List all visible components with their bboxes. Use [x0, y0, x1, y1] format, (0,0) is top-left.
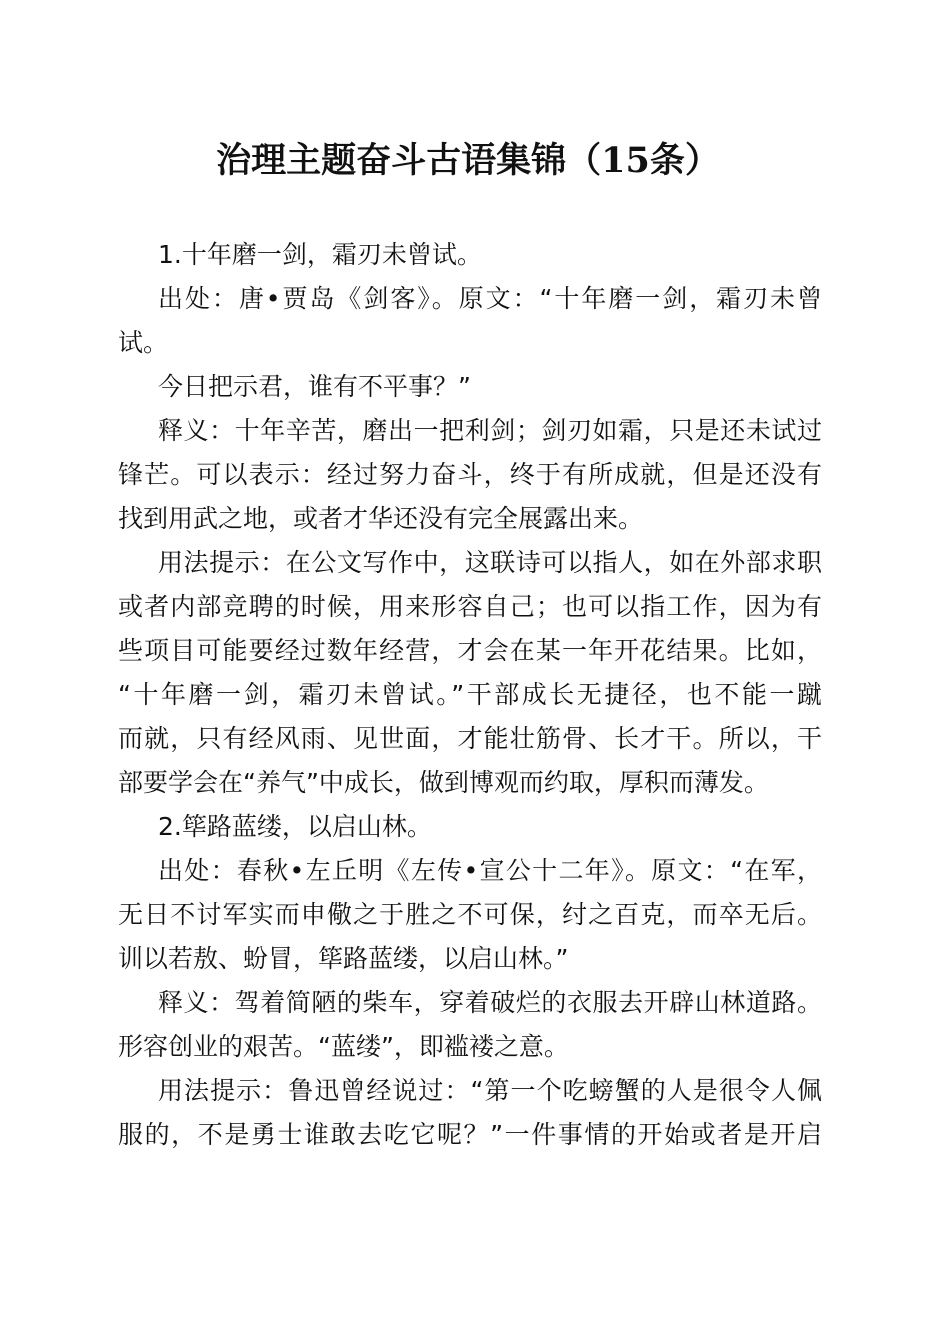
text-line: 今日把示君，谁有不平事？”	[158, 372, 471, 401]
text-line: 形容创业的艰苦。“蓝缕”，即褴褛之意。	[118, 1032, 569, 1061]
paragraph	[118, 1069, 822, 1157]
text-line: 或者内部竞聘的时候，用来形容自己；也可以指工作，因为有	[118, 592, 822, 621]
paragraph	[118, 981, 822, 1069]
paragraph	[118, 277, 822, 365]
text-line: 而就，只有经风雨、见世面，才能壮筋骨、长才干。所以，干	[118, 724, 822, 753]
paragraph	[118, 409, 822, 541]
paragraph	[118, 805, 822, 849]
text-line: 释义：十年辛苦，磨出一把利剑；剑刃如霜，只是还未试过	[158, 416, 822, 445]
text-line: 无日不讨军实而申儆之于胜之不可保，纣之百克，而卒无后。	[118, 900, 822, 929]
paragraph	[118, 233, 822, 277]
text-line: 出处：春秋•左丘明《左传•宣公十二年》。原文：“在军，	[158, 856, 822, 885]
text-line: 试。	[118, 328, 169, 357]
paragraph	[118, 541, 822, 805]
text-line: 服的，不是勇士谁敢去吃它呢？”一件事情的开始或者是开启	[118, 1120, 822, 1149]
document-title: 治理主题奋斗古语集锦（15条）	[216, 140, 720, 181]
paragraph	[118, 365, 822, 409]
text-line: 用法提示：在公文写作中，这联诗可以指人，如在外部求职	[158, 548, 822, 577]
text-line: 找到用武之地，或者才华还没有完全展露出来。	[118, 504, 644, 533]
text-line: 些项目可能要经过数年经营，才会在某一年开花结果。比如，	[118, 636, 822, 665]
text-line: 部要学会在“养气”中成长，做到博观而约取，厚积而薄发。	[118, 768, 769, 797]
text-line: 释义：驾着简陋的柴车，穿着破烂的衣服去开辟山林道路。	[158, 988, 822, 1017]
text-line: 1.十年磨一剑，霜刃未曾试。	[158, 240, 482, 269]
paragraph	[118, 849, 822, 981]
text-line: 2.筚路蓝缕，以启山林。	[158, 812, 432, 841]
text-line: 锋芒。可以表示：经过努力奋斗，终于有所成就，但是还没有	[118, 460, 822, 489]
text-line: 出处：唐•贾岛《剑客》。原文：“十年磨一剑，霜刃未曾	[158, 284, 822, 313]
document-body	[118, 233, 822, 1157]
text-line: 训以若敖、蚡冒，筚路蓝缕，以启山林。”	[118, 944, 569, 973]
text-line: “十年磨一剑，霜刃未曾试。”干部成长无捷径，也不能一蹴	[118, 680, 822, 709]
text-line: 用法提示：鲁迅曾经说过：“第一个吃螃蟹的人是很令人佩	[158, 1076, 822, 1105]
